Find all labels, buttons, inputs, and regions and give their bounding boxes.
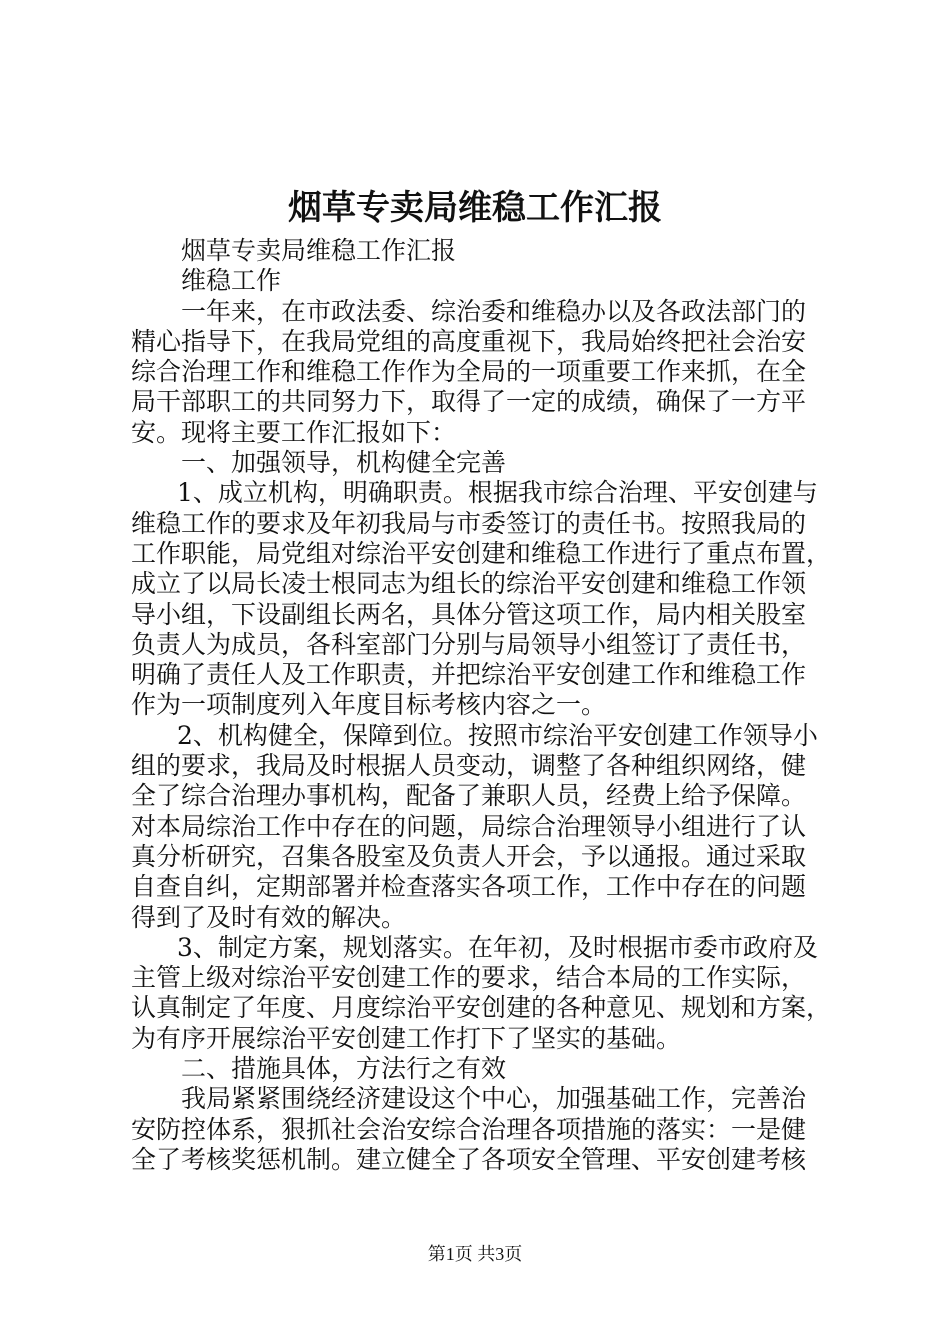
paragraph-line: 自查自纠，定期部署并检查落实各项工作，工作中存在的问题 [131, 872, 807, 902]
paragraph-line: 维稳工作的要求及年初我局与市委签订的责任书。按照我局的 [131, 508, 807, 538]
paragraph-line: 对本局综治工作中存在的问题，局综合治理领导小组进行了认 [131, 811, 807, 841]
paragraph-line: 认真制定了年度、月度综治平安创建的各种意见、规划和方案， [131, 993, 831, 1023]
paragraph-line: 得到了及时有效的解决。 [131, 902, 407, 932]
paragraph-line: 成立了以局长凌士根同志为组长的综治平安创建和维稳工作领 [131, 569, 807, 599]
paragraph-line: 二、措施具体，方法行之有效 [181, 1054, 507, 1084]
paragraph-line: 我局紧紧围绕经济建设这个中心，加强基础工作，完善治 [181, 1084, 807, 1114]
paragraph-line: 局干部职工的共同努力下，取得了一定的成绩，确保了一方平 [131, 387, 807, 417]
paragraph-line: 全了考核奖惩机制。建立健全了各项安全管理、平安创建考核 [131, 1144, 807, 1174]
document-body [131, 236, 831, 1175]
paragraph-line: 真分析研究，召集各股室及负责人开会，予以通报。通过采取 [131, 841, 807, 871]
paragraph-line: 安。现将主要工作汇报如下： [131, 417, 457, 447]
paragraph-line: 负责人为成员，各科室部门分别与局领导小组签订了责任书， [131, 629, 807, 659]
paragraph-line: 综合治理工作和维稳工作作为全局的一项重要工作来抓，在全 [131, 357, 807, 387]
paragraph-line: 明确了责任人及工作职责，并把综治平安创建工作和维稳工作 [131, 660, 807, 690]
paragraph-line: 烟草专卖局维稳工作汇报 [181, 236, 457, 265]
paragraph-line: 安防控体系，狠抓社会治安综合治理各项措施的落实：一是健 [131, 1114, 807, 1144]
paragraph-line: 全了综合治理办事机构，配备了兼职人员，经费上给予保障。 [131, 781, 807, 811]
paragraph-line: 2、机构健全，保障到位。按照市综治平安创建工作领导小 [177, 720, 818, 750]
paragraph-line: 组的要求，我局及时根据人员变动，调整了各种组织网络，健 [131, 751, 807, 781]
document-title: 烟草专卖局维稳工作汇报 [288, 188, 662, 228]
paragraph-line: 为有序开展综治平安创建工作打下了坚实的基础。 [131, 1023, 682, 1053]
paragraph-line: 工作职能，局党组对综治平安创建和维稳工作进行了重点布置， [131, 538, 831, 568]
paragraph-line: 精心指导下，在我局党组的高度重视下，我局始终把社会治安 [131, 326, 807, 356]
paragraph-line: 1、成立机构，明确职责。根据我市综合治理、平安创建与 [177, 478, 818, 508]
paragraph-line: 维稳工作 [181, 266, 282, 296]
paragraph-line: 导小组，下设副组长两名，具体分管这项工作，局内相关股室 [131, 599, 807, 629]
page-footer: 第1页 共3页 [427, 1244, 523, 1264]
paragraph-line: 主管上级对综治平安创建工作的要求，结合本局的工作实际， [131, 963, 807, 993]
paragraph-line: 一年来，在市政法委、综治委和维稳办以及各政法部门的 [181, 296, 807, 326]
paragraph-line: 作为一项制度列入年度目标考核内容之一。 [131, 690, 607, 720]
paragraph-line: 3、制定方案，规划落实。在年初，及时根据市委市政府及 [177, 932, 818, 962]
paragraph-line: 一、加强领导，机构健全完善 [181, 448, 507, 478]
